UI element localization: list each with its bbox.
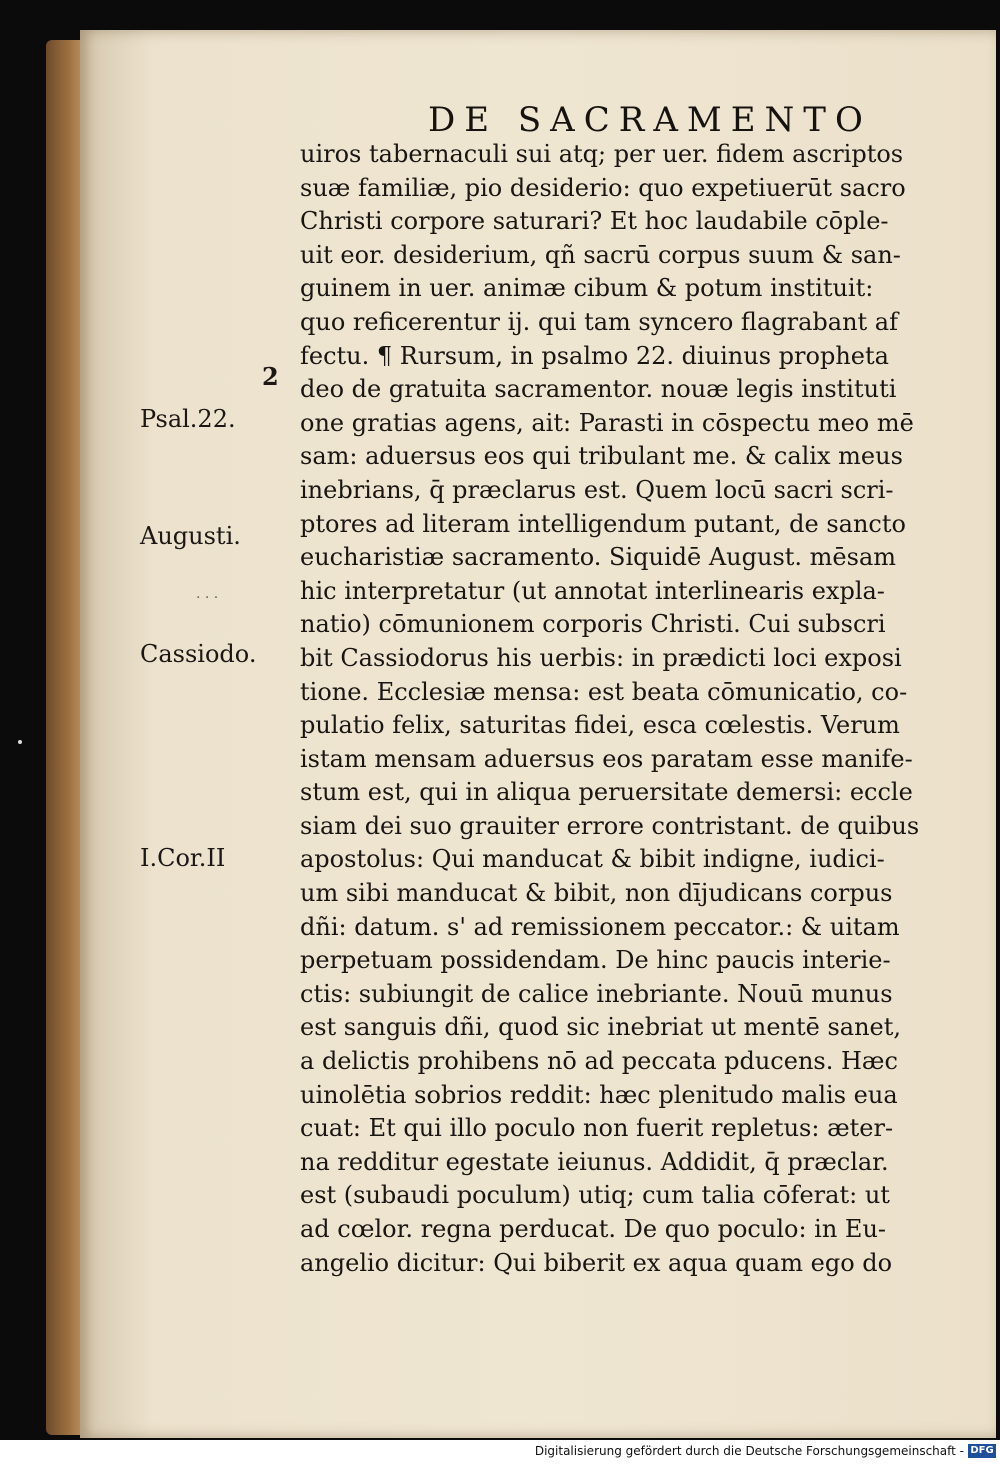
margin-note-augustine: Augusti. xyxy=(140,522,241,550)
text-line: cuat: Et qui illo poculo non fuerit repletus: æter- xyxy=(300,1114,894,1143)
margin-note-corinthians: I.Cor.II xyxy=(140,844,226,872)
running-header: DE SACRAMENTO xyxy=(428,100,872,140)
text-line: est (subaudi poculum) utiq; cum talia cōferat: ut xyxy=(300,1181,890,1210)
text-line: guinem in uer. animæ cibum & potum instituit: xyxy=(300,274,874,303)
margin-section-number: 2 xyxy=(262,362,279,391)
text-line: natio) cōmunionem corporis Christi. Cui subscri xyxy=(300,610,886,639)
text-line: sam: aduersus eos qui tribulant me. & calix meus xyxy=(300,442,903,471)
text-line: ad cœlor. regna perducat. De quo poculo: in Eu- xyxy=(300,1215,887,1243)
margin-note-cassiodorus: Cassiodo. xyxy=(140,640,257,668)
text-line: quo reficerentur ij. qui tam syncero flagrabant af xyxy=(300,307,898,336)
footer-credit: Digitalisierung gefördert durch die Deutsche Forschungsgemeinschaft - xyxy=(534,1444,964,1458)
text-line: ctis: subiungit de calice inebriante. Nouū munus xyxy=(300,979,893,1008)
text-line: est sanguis dñi, quod sic inebriat ut mentē sanet, xyxy=(300,1013,902,1042)
text-line: ptores ad literam intelligendum putant, de sancto xyxy=(300,509,906,538)
text-line: na redditur egestate ieiunus. Addidit, q̄ præclar. xyxy=(300,1147,889,1176)
text-line: angelio dicitur: Qui biberit ex aqua quam ego do xyxy=(300,1248,893,1277)
text-line: suæ familiæ, pio desiderio: quo expetiuerūt sacro xyxy=(300,173,906,202)
text-line: stum est, qui in aliqua peruersitate demersi: eccle xyxy=(300,778,913,807)
text-line: one gratias agens, ait: Parasti in cōspectu meo mē xyxy=(300,408,914,437)
text-line: istam mensam aduersus eos paratam esse manife- xyxy=(300,744,913,773)
text-line: um sibi manducat & bibit, non dījudicans corpus xyxy=(300,879,893,908)
text-line: hic interpretatur (ut annotat interlinearis expla- xyxy=(300,576,885,605)
text-line: eucharistiæ sacramento. Siquidē August. mēsam xyxy=(300,543,897,572)
margin-note-psalm: Psal.22. xyxy=(140,405,236,433)
text-line: uinolētia sobrios reddit: hæc plenitudo malis eua xyxy=(300,1080,898,1109)
text-line: uit eor. desiderium, qñ sacrū corpus suum & san- xyxy=(300,240,901,269)
text-line: apostolus: Qui manducat & bibit indigne, iudici- xyxy=(300,845,885,874)
text-line: Christi corpore saturari? Et hoc laudabile cōple- xyxy=(300,207,889,236)
text-line: bit Cassiodorus his uerbis: in prædicti loci exposi xyxy=(300,643,902,672)
margin-marks: . . . xyxy=(196,586,219,602)
text-line: pulatio felix, saturitas fidei, esca cœlestis. Verum xyxy=(300,711,900,740)
text-line: perpetuam possidendam. De hinc paucis interie- xyxy=(300,946,891,975)
scan-artifact-dot xyxy=(18,740,22,744)
dfg-logo: DFG xyxy=(968,1444,996,1458)
main-text-block xyxy=(300,138,976,1280)
text-line: deo de gratuita sacramentor. nouæ legis instituti xyxy=(300,375,897,404)
text-line: siam dei suo grauiter errore contristant. de quibus xyxy=(300,811,920,840)
text-line: a delictis prohibens nō ad peccata pducens. Hæc xyxy=(300,1047,898,1076)
text-line: dñi: datum. s' ad remissionem peccator.: & uitam xyxy=(300,912,900,941)
text-line: uiros tabernaculi sui atq; per uer. fidem ascriptos xyxy=(300,140,904,168)
text-line: inebrians, q̄ præclarus est. Quem locū sacri scri- xyxy=(300,475,894,504)
text-line: tione. Ecclesiæ mensa: est beata cōmunicatio, co- xyxy=(300,677,908,706)
text-line: fectu. ¶ Rursum, in psalmo 22. diuinus propheta xyxy=(300,341,889,370)
